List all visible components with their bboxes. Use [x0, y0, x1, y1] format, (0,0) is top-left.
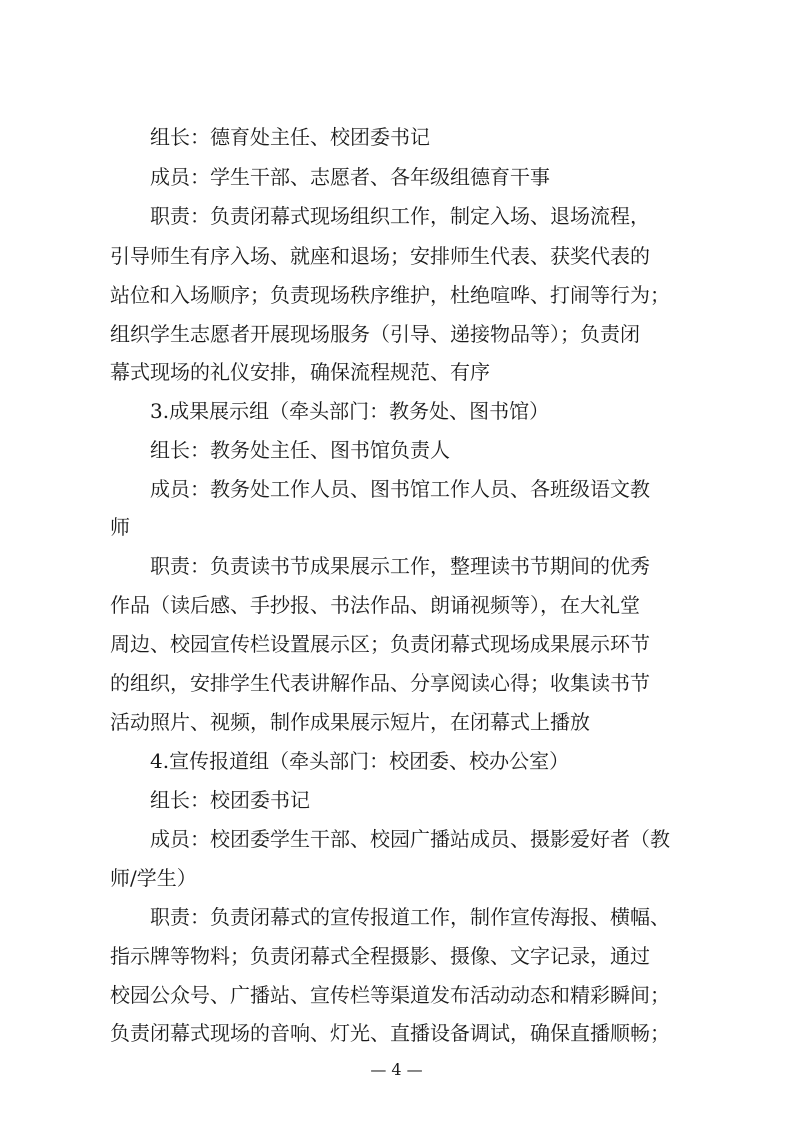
- text-line: 作品（读后感、手抄报、书法作品、朗诵视频等），在大礼堂: [110, 593, 640, 617]
- text-line: 师/学生）: [110, 866, 197, 890]
- text-line: 组织学生志愿者开展现场服务（引导、递接物品等）；负责闭: [110, 322, 640, 346]
- section-heading: 3.成果展示组（牵头部门：教务处、图书馆）: [150, 399, 550, 423]
- text-line: 周边、校园宣传栏设置展示区；负责闭幕式现场成果展示环节: [110, 632, 650, 656]
- text-line: 引导师生有序入场、就座和退场；安排师生代表、获奖代表的: [110, 244, 650, 268]
- text-line: 组长：教务处主任、图书馆负责人: [150, 438, 450, 462]
- text-line: 活动照片、视频，制作成果展示短片，在闭幕式上播放: [110, 710, 590, 734]
- text-line: 成员：学生干部、志愿者、各年级组德育干事: [150, 165, 550, 189]
- text-line: 负责闭幕式现场的音响、灯光、直播设备调试，确保直播顺畅；: [110, 1021, 670, 1045]
- section-heading: 4.宣传报道组（牵头部门：校团委、校办公室）: [150, 749, 570, 773]
- text-line: 校园公众号、广播站、宣传栏等渠道发布活动动态和精彩瞬间；: [110, 983, 670, 1007]
- text-line: 组长：德育处主任、校团委书记: [150, 125, 430, 149]
- text-line: 成员：教务处工作人员、图书馆工作人员、各班级语文教: [150, 477, 650, 501]
- page-number: — 4 —: [370, 1060, 423, 1079]
- text-line: 指示牌等物料；负责闭幕式全程摄影、摄像、文字记录，通过: [110, 944, 650, 968]
- text-line: 成员：校团委学生干部、校园广播站成员、摄影爱好者（教: [150, 827, 670, 851]
- text-line: 的组织，安排学生代表讲解作品、分享阅读心得；收集读书节: [110, 671, 650, 695]
- text-line: 组长：校团委书记: [150, 788, 310, 812]
- text-line: 幕式现场的礼仪安排，确保流程规范、有序: [110, 360, 490, 384]
- text-line: 站位和入场顺序；负责现场秩序维护，杜绝喧哗、打闹等行为；: [110, 283, 670, 307]
- text-line: 师: [110, 515, 130, 539]
- text-line: 职责：负责闭幕式现场组织工作，制定入场、退场流程，: [150, 204, 650, 228]
- text-line: 职责：负责读书节成果展示工作，整理读书节期间的优秀: [150, 554, 650, 578]
- text-line: 职责：负责闭幕式的宣传报道工作，制作宣传海报、横幅、: [150, 905, 670, 929]
